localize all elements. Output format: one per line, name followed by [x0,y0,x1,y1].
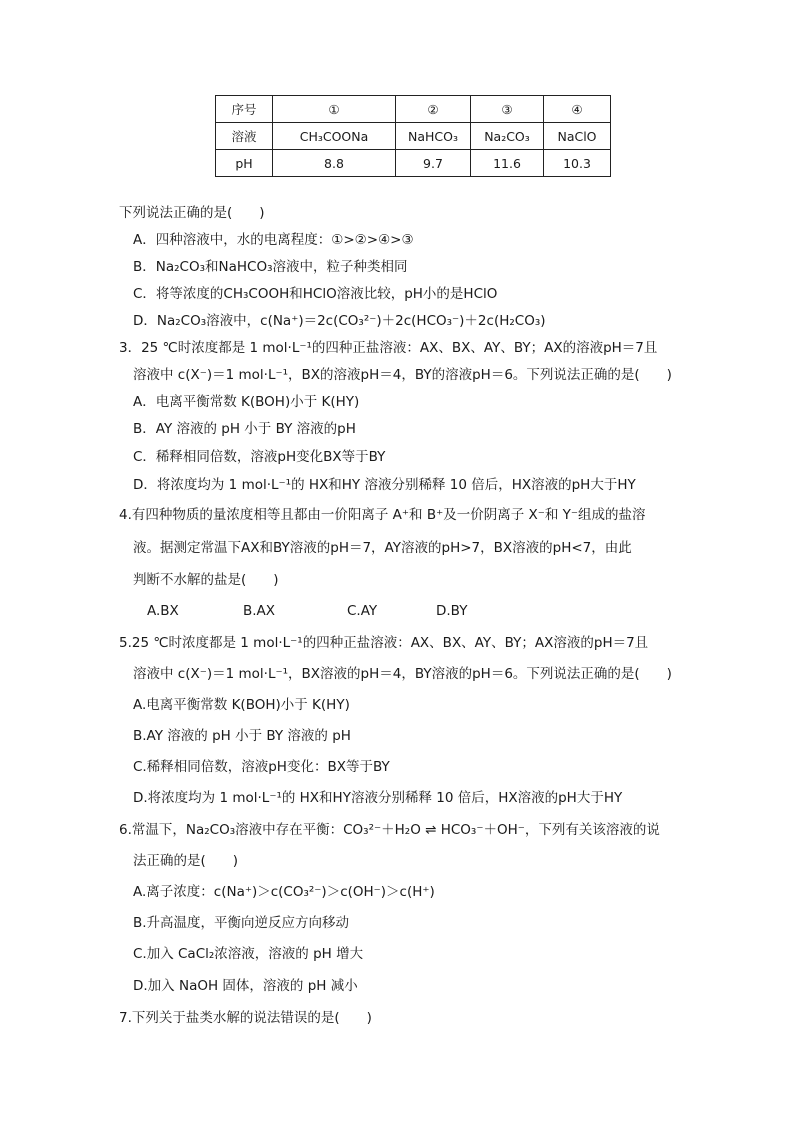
option-b: B．AY 溶液的 pH 小于 BY 溶液的pH [133,421,356,437]
option-a: A．电离平衡常数 K(BOH)小于 K(HY) [133,394,360,410]
question-stem: 法正确的是( ) [133,853,239,869]
table-cell: ② [396,96,471,123]
table-cell: 序号 [216,96,273,123]
question-stem: 5.25 ℃时浓度都是 1 mol·L⁻¹的四种正盐溶液：AX、BX、AY、BY；AX溶液的pH＝7且 [119,635,649,651]
table-cell: 11.6 [471,150,544,177]
choice-d: D.BY [436,603,468,619]
table-cell: Na₂CO₃ [471,123,544,150]
table-cell: ④ [544,96,611,123]
option-a: A.离子浓度：c(Na⁺)＞c(CO₃²⁻)＞c(OH⁻)＞c(H⁺) [133,884,435,900]
table-cell: pH [216,150,273,177]
option-b: B．Na₂CO₃和NaHCO₃溶液中，粒子种类相同 [133,259,408,275]
choice-a: A.BX [147,603,179,619]
table-cell: 8.8 [273,150,396,177]
option-c: C．将等浓度的CH₃COOH和HClO溶液比较，pH小的是HClO [133,286,498,302]
option-c: C．稀释相同倍数，溶液pH变化BX等于BY [133,449,386,465]
table-cell: 溶液 [216,123,273,150]
table-cell: CH₃COONa [273,123,396,150]
table-cell: 9.7 [396,150,471,177]
question-stem: 溶液中 c(X⁻)＝1 mol·L⁻¹，BX溶液的pH＝4，BY溶液的pH＝6。下列说法正确的是( ) [133,666,672,682]
ph-table [215,95,611,177]
table-row [216,96,611,123]
table-cell: ③ [471,96,544,123]
table-row [216,150,611,177]
question-stem: 4.有四种物质的量浓度相等且都由一价阳离子 A⁺和 B⁺及一价阴离子 X⁻和 Y⁻组成的盐溶 [119,507,646,523]
option-d: D．将浓度均为 1 mol·L⁻¹的 HX和HY 溶液分别稀释 10 倍后，HX溶液的pH大于HY [133,477,636,493]
table-cell: NaClO [544,123,611,150]
question-stem: 7.下列关于盐类水解的说法错误的是( ) [119,1010,372,1026]
option-a: A．四种溶液中，水的电离程度：①>②>④>③ [133,232,414,248]
question-stem: 判断不水解的盐是( ) [133,572,279,588]
option-b: B.升高温度，平衡向逆反应方向移动 [133,915,350,931]
question-stem: 3．25 ℃时浓度都是 1 mol·L⁻¹的四种正盐溶液：AX、BX、AY、BY；AX的溶液pH＝7且 [119,340,658,356]
question-stem: 下列说法正确的是( ) [119,205,265,221]
question-stem: 溶液中 c(X⁻)＝1 mol·L⁻¹，BX的溶液pH＝4，BY的溶液pH＝6。下列说法正确的是( ) [133,367,672,383]
option-d: D.将浓度均为 1 mol·L⁻¹的 HX和HY溶液分别稀释 10 倍后，HX溶液的pH大于HY [133,790,623,806]
option-a: A.电离平衡常数 K(BOH)小于 K(HY) [133,697,350,713]
option-c: C.稀释相同倍数，溶液pH变化：BX等于BY [133,759,390,775]
option-d: D.加入 NaOH 固体，溶液的 pH 减小 [133,978,358,994]
table-cell: NaHCO₃ [396,123,471,150]
table-cell: ① [273,96,396,123]
question-stem: 6.常温下，Na₂CO₃溶液中存在平衡：CO₃²⁻＋H₂O ⇌ HCO₃⁻＋OH⁻，下列有关该溶液的说 [119,822,660,838]
question-stem: 液。据测定常温下AX和BY溶液的pH＝7，AY溶液的pH>7，BX溶液的pH<7，由此 [133,540,632,556]
choice-c: C.AY [347,603,378,619]
choice-b: B.AX [243,603,276,619]
option-c: C.加入 CaCl₂浓溶液，溶液的 pH 增大 [133,946,364,962]
option-d: D．Na₂CO₃溶液中，c(Na⁺)＝2c(CO₃²⁻)＋2c(HCO₃⁻)＋2c(H₂CO₃) [133,313,546,329]
table-cell: 10.3 [544,150,611,177]
table-row [216,123,611,150]
option-b: B.AY 溶液的 pH 小于 BY 溶液的 pH [133,728,351,744]
